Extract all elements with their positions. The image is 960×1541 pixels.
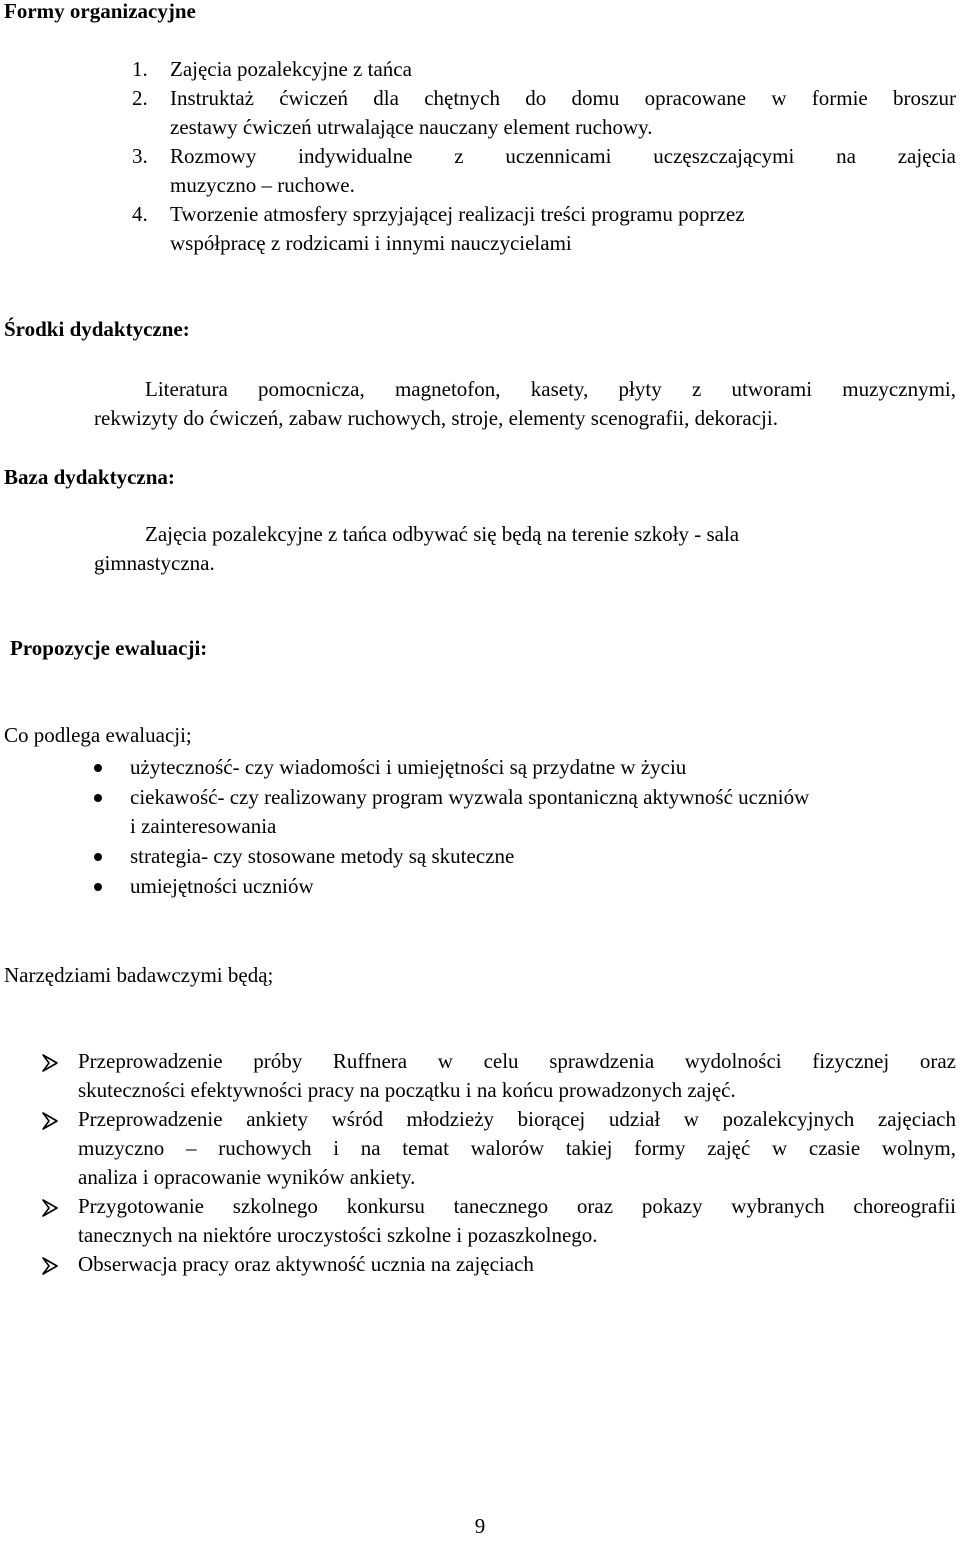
list-item-line: muzyczno – ruchowych i na temat walorów takiej formy zajęć w czasie wolnym, bbox=[78, 1136, 956, 1160]
list-item bbox=[78, 1105, 956, 1192]
teaching-base-text bbox=[94, 520, 956, 578]
forms-heading: Formy organizacyjne bbox=[4, 0, 196, 23]
list-number: 1. bbox=[132, 57, 148, 81]
bullet-icon bbox=[94, 764, 102, 772]
bullet-icon bbox=[94, 883, 102, 891]
paragraph-line: Literatura pomocnicza, magnetofon, kasety, płyty z utworami muzycznymi, bbox=[145, 377, 956, 401]
list-item-line: Przeprowadzenie próby Ruffnera w celu sprawdzenia wydolności fizycznej oraz bbox=[78, 1049, 956, 1073]
list-item-line: współpracę z rodzicami i innymi nauczycielami bbox=[170, 231, 572, 255]
list-item-line: Przygotowanie szkolnego konkursu tanecznego oraz pokazy wybranych choreografii bbox=[78, 1194, 956, 1218]
list-item-line: Obserwacja pracy oraz aktywność ucznia na zajęciach bbox=[78, 1252, 534, 1276]
list-number: 4. bbox=[132, 202, 148, 226]
bullet-icon bbox=[94, 794, 102, 802]
list-item-line: strategia- czy stosowane metody są skuteczne bbox=[130, 844, 515, 868]
list-number: 3. bbox=[132, 144, 148, 168]
list-item-line: skuteczności efektywności pracy na początku i na końcu prowadzonych zajęć. bbox=[78, 1078, 736, 1102]
teaching-aids-heading: Środki dydaktyczne: bbox=[4, 317, 190, 341]
list-item bbox=[78, 1047, 956, 1105]
list-item bbox=[130, 753, 956, 782]
list-item bbox=[170, 84, 956, 142]
list-item bbox=[170, 200, 956, 258]
list-item bbox=[78, 1250, 956, 1279]
evaluation-heading: Propozycje ewaluacji: bbox=[10, 636, 208, 660]
paragraph-line: Zajęcia pozalekcyjne z tańca odbywać się będą na terenie szkoły - sala bbox=[145, 522, 740, 546]
teaching-base-heading: Baza dydaktyczna: bbox=[4, 465, 175, 489]
arrow-bullet-icon bbox=[40, 1111, 60, 1131]
teaching-aids-text bbox=[94, 375, 956, 433]
list-item-line: zestawy ćwiczeń utrwalające nauczany element ruchowy. bbox=[170, 115, 653, 139]
list-item bbox=[130, 783, 956, 841]
list-item bbox=[170, 142, 956, 200]
list-item-line: Przeprowadzenie ankiety wśród młodzieży biorącej udział w pozalekcyjnych zajęciach bbox=[78, 1107, 956, 1131]
list-item-line: użyteczność- czy wiadomości i umiejętności są przydatne w życiu bbox=[130, 755, 687, 779]
evaluation-subject-intro: Co podlega ewaluacji; bbox=[4, 723, 192, 747]
list-item-line: Zajęcia pozalekcyjne z tańca bbox=[170, 57, 412, 81]
list-item bbox=[130, 872, 956, 901]
arrow-bullet-icon bbox=[40, 1256, 60, 1276]
arrow-bullet-icon bbox=[40, 1198, 60, 1218]
list-item bbox=[170, 55, 956, 84]
list-item-line: analiza i opracowanie wyników ankiety. bbox=[78, 1165, 416, 1189]
list-item-line: umiejętności uczniów bbox=[130, 874, 314, 898]
list-item-line: Tworzenie atmosfery sprzyjającej realizacji treści programu poprzez bbox=[170, 202, 745, 226]
list-item-line: i zainteresowania bbox=[130, 814, 277, 838]
evaluation-tools-intro: Narzędziami badawczymi będą; bbox=[4, 963, 274, 987]
list-item-line: tanecznych na niektóre uroczystości szkolne i pozaszkolnego. bbox=[78, 1223, 598, 1247]
list-item-line: muzyczno – ruchowe. bbox=[170, 173, 355, 197]
paragraph-line: gimnastyczna. bbox=[94, 551, 215, 575]
list-item bbox=[78, 1192, 956, 1250]
paragraph-line: rekwizyty do ćwiczeń, zabaw ruchowych, stroje, elementy scenografii, dekoracji. bbox=[94, 406, 778, 430]
arrow-bullet-icon bbox=[40, 1053, 60, 1073]
list-item-line: Rozmowy indywidualne z uczennicami uczęszczającymi na zajęcia bbox=[170, 144, 956, 168]
bullet-icon bbox=[94, 853, 102, 861]
page-number: 9 bbox=[474, 1514, 486, 1538]
list-item-line: Instruktaż ćwiczeń dla chętnych do domu opracowane w formie broszur bbox=[170, 86, 956, 110]
list-item bbox=[130, 842, 956, 871]
list-number: 2. bbox=[132, 86, 148, 110]
list-item-line: ciekawość- czy realizowany program wyzwala spontaniczną aktywność uczniów bbox=[130, 785, 810, 809]
